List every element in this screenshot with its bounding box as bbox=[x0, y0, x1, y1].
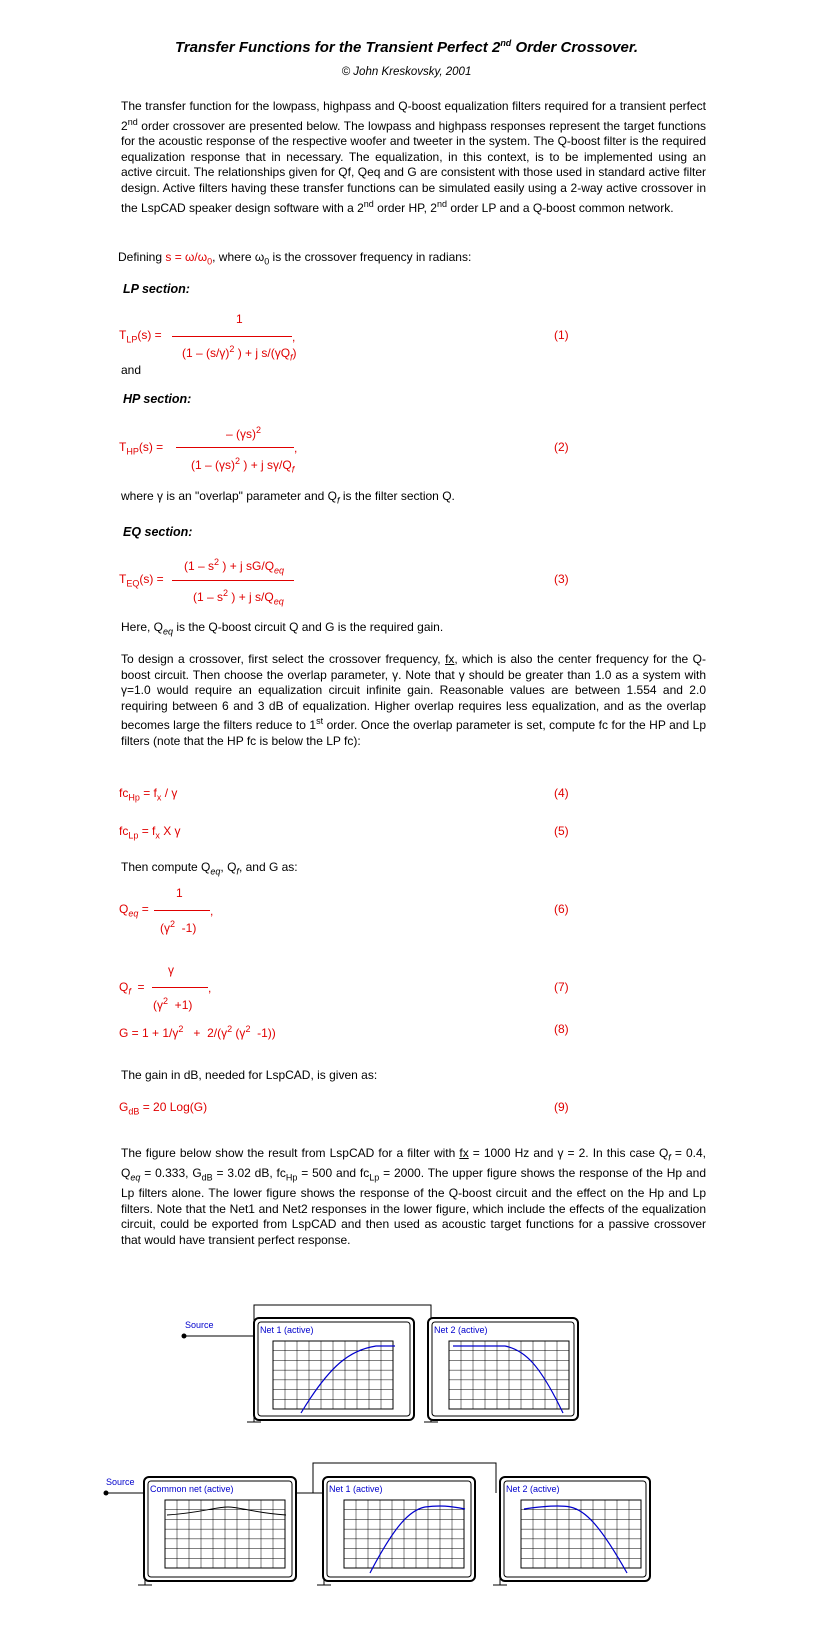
upper-source-label: Source bbox=[185, 1320, 214, 1330]
upper-net2-grid bbox=[449, 1341, 569, 1409]
hp-section-heading: HP section: bbox=[123, 392, 192, 406]
eq1-denominator: ($1 - (s/\gamma)^2$ ) + j $s/(\gamma Q_f)$ bbox=[182, 344, 297, 363]
eq9: $G_{dB} = 20$ Log(G) bbox=[119, 1100, 208, 1117]
eq2-denominator: ($1 - (\gamma s)^2$ ) + j $s\gamma/Q_f$ bbox=[191, 456, 295, 475]
gain-db-text: The gain in dB, needed for LspCAD, is given as: bbox=[121, 1068, 378, 1082]
design-paragraph: To design a crossover, first select the crossover frequency, fx, which is also the center frequency for the Q-boost circuit. Then choose the overlap parameter, γ. Note that γ should be greater than 1.0 as a system with γ=1.0 would require an equalization circuit infinite gain. Reasonable values are between 1.554 and 2.0 requiring between 6 and 3 dB of equalization. Higher overlap requires less equalization, and as the overlap becomes large the filters reduce to 1st order. Once the overlap parameter is set, compute fc for the HP and Lp filters (note that the HP fc is below the LP fc): bbox=[121, 652, 706, 748]
eq7-numerator: γ bbox=[168, 963, 174, 977]
and-text: and bbox=[121, 363, 142, 377]
eq7-comma: , bbox=[208, 981, 212, 995]
eq3-numerator: ($1 - s^2$ ) + j $sG/Q_{eq}$ bbox=[184, 557, 285, 576]
eq5-number: (5) bbox=[554, 824, 569, 838]
then-compute-text: Then compute $Q_{eq}$, $Q_f$, and G as: bbox=[121, 860, 298, 877]
eq-section-heading: EQ section: bbox=[123, 525, 193, 539]
upper-net2-title: Net 2 (active) bbox=[434, 1325, 488, 1335]
eq3-denominator: ($1 - s^2$ ) + j $s/Q_{eq}$ bbox=[193, 588, 284, 607]
page-title: Transfer Functions for the Transient Perfect 2nd Order Crossover. bbox=[174, 38, 639, 56]
upper-crossover-figure bbox=[170, 1290, 610, 1430]
eq1-number: (1) bbox=[554, 328, 569, 342]
eq3-number: (3) bbox=[554, 572, 569, 586]
lower-common-net-box bbox=[144, 1477, 296, 1581]
eq1-fraction-bar bbox=[172, 336, 292, 337]
figure-description-paragraph: The figure below show the result from LspCAD for a filter with fx = 1000 Hz and γ = 2. In this case $Q_f = 0.4$, $Q_{eq} = 0.333$, $G_{dB} = 3.02$ dB, $fc_{Hp} = 500$ and $fc_{Lp} = 2000$. The upper figure shows the response of the Hp and Lp filters alone. The lower figure shows the response of the Q-boost circuit and the effect on the Hp and Lp filters. Note that the Net1 and Net2 responses in the lower figure, which include the effects of the equalization circuit, could be exported from LspCAD and then used as acoustic target functions for a passive crossover that would have transient perfect response. bbox=[121, 1146, 706, 1247]
eq1-comma: , bbox=[292, 330, 296, 344]
author-line: © John Kreskovsky, 2001 bbox=[341, 66, 472, 78]
eq1-numerator: 1 bbox=[236, 312, 243, 326]
upper-net2-box bbox=[428, 1318, 578, 1420]
eq4: $fc_{Hp} = f_x / \gamma$ bbox=[119, 786, 178, 803]
eq2-lhs: $T_{HP}(s)$ = bbox=[119, 440, 164, 457]
eq5: $fc_{Lp} = f_x$ X γ bbox=[119, 824, 181, 841]
eq6-lhs: $Q_{eq}$ = bbox=[119, 902, 149, 919]
lower-net2-title: Net 2 (active) bbox=[506, 1484, 560, 1494]
eq2-number: (2) bbox=[554, 440, 569, 454]
lower-common-grid bbox=[165, 1500, 285, 1568]
eq8: $G = 1 + 1/\gamma^2 + 2/(\gamma^2$ ($\gamma^2$ -1)) bbox=[119, 1024, 276, 1040]
eq7-fraction-bar bbox=[152, 987, 208, 988]
eq7-denominator: $(\gamma^2 +1)$ bbox=[153, 996, 193, 1012]
lower-net2-grid bbox=[521, 1500, 641, 1568]
lower-common-title: Common net (active) bbox=[150, 1484, 234, 1494]
upper-net1-grid bbox=[273, 1341, 393, 1409]
lower-net2-box bbox=[500, 1477, 650, 1581]
lower-source-label: Source bbox=[106, 1477, 135, 1487]
upper-net1-title: Net 1 (active) bbox=[260, 1325, 314, 1335]
lower-net1-box bbox=[323, 1477, 475, 1581]
where-gamma-text: where γ is an "overlap" parameter and $Q_f$ is the filter section Q. bbox=[121, 489, 455, 506]
eq9-number: (9) bbox=[554, 1100, 569, 1114]
eq6-fraction-bar bbox=[154, 910, 210, 911]
eq2-comma: , bbox=[294, 441, 298, 455]
lp-section-heading: LP section: bbox=[123, 282, 190, 296]
eq6-comma: , bbox=[210, 904, 214, 918]
eq8-number: (8) bbox=[554, 1022, 569, 1036]
intro-paragraph: The transfer function for the lowpass, highpass and Q-boost equalization filters required for a transient perfect 2nd order crossover are presented below. The lowpass and highpass responses represent the target functions for the acoustic response of the respective woofer and tweeter in the system. The Q-boost filter is the required equalization response that in necessary. The equalization, in this context, is to be implemented using an active circuit. The relationships given for Qf, Qeq and G are consistent with those used in standard active filter design. Active filters having these transfer functions can be simulated easily using a 2-way active crossover in the LspCAD speaker design software with a 2nd order HP, 2nd order LP and a Q-boost common network. bbox=[121, 99, 706, 215]
eq6-numerator: 1 bbox=[176, 886, 183, 900]
eq6-denominator: ($\gamma^2$ -1) bbox=[160, 919, 197, 935]
lower-source-node bbox=[104, 1491, 109, 1496]
eq2-numerator: – $(\gamma s)^2$ bbox=[226, 425, 262, 441]
here-qeq-text: Here, $Q_{eq}$ is the Q-boost circuit Q and G is the required gain. bbox=[121, 620, 444, 637]
eq7-number: (7) bbox=[554, 980, 569, 994]
eq4-number: (4) bbox=[554, 786, 569, 800]
lower-crossover-figure bbox=[100, 1445, 740, 1595]
defining-line: Defining $s = \omega/\omega_0$, where $\omega_0$ is the crossover frequency in radians: bbox=[118, 250, 472, 267]
lower-net1-title: Net 1 (active) bbox=[329, 1484, 383, 1494]
eq6-number: (6) bbox=[554, 902, 569, 916]
eq1-lhs: $T_{LP}(s)$ = bbox=[119, 328, 162, 345]
eq7-lhs: $Q_f$ = bbox=[119, 980, 145, 997]
eq3-fraction-bar bbox=[172, 580, 294, 581]
upper-source-node bbox=[182, 1334, 187, 1339]
eq3-lhs: $T_{EQ}(s)$ = bbox=[119, 572, 164, 589]
lower-net1-grid bbox=[344, 1500, 464, 1568]
eq2-fraction-bar bbox=[176, 447, 294, 448]
upper-net1-box bbox=[254, 1318, 414, 1420]
